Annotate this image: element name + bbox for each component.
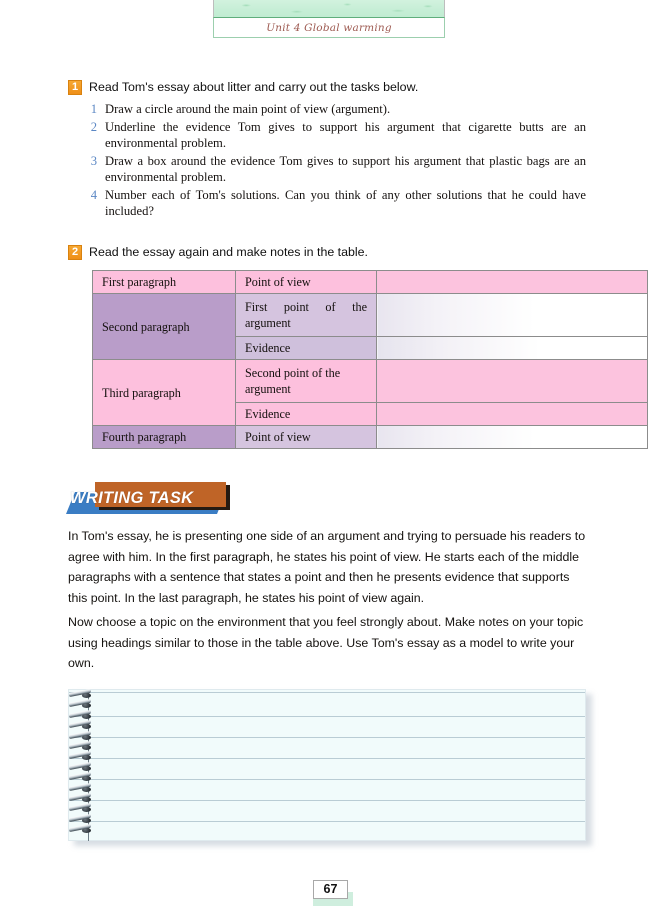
spiral-ring-icon <box>69 743 93 750</box>
table-cell-field: Evidence <box>236 403 377 426</box>
table-cell-field: First point of the argument <box>236 294 377 337</box>
table-cell-paragraph: Third paragraph <box>93 360 236 426</box>
header-decoration-grass <box>213 0 445 18</box>
writing-task-paragraph-1: In Tom's essay, he is presenting one side of an argument and trying to persuade his readers to agree with him. In the first paragraph, he states his point of view. He starts each of the middle paragraphs with a sentence that states a point and then he presents evidence that supports this point. In the last paragraph, he states his point of view again. <box>68 529 586 605</box>
spiral-ring-icon <box>69 712 93 719</box>
spiral-ring-icon <box>69 764 93 771</box>
list-item-number: 2 <box>90 119 97 134</box>
page-number: 67 <box>313 880 348 899</box>
spiral-ring-icon <box>69 701 93 708</box>
unit-label: Unit 4 Global warming <box>266 21 392 34</box>
table-cell-field: Evidence <box>236 337 377 360</box>
task-1 <box>68 80 590 221</box>
list-item-number: 4 <box>90 187 97 202</box>
task-1-title: Read Tom's essay about litter and carry out the tasks below. <box>89 80 419 94</box>
table-cell-paragraph: Second paragraph <box>93 294 236 360</box>
writing-task-banner <box>66 482 246 516</box>
list-item-number: 1 <box>90 102 97 116</box>
spiral-ring-icon <box>69 774 93 781</box>
list-item-text: Underline the evidence Tom gives to support his argument that cigarette butts are an environmental problem. <box>105 119 586 150</box>
spiral-ring-icon <box>69 691 93 698</box>
spiral-ring-icon <box>69 805 93 812</box>
table-cell-field: Second point of the argument <box>236 360 377 403</box>
running-header <box>213 0 445 38</box>
spiral-binding-icon <box>69 691 95 841</box>
spiral-ring-icon <box>69 795 93 802</box>
spiral-ring-icon <box>69 722 93 729</box>
notes-table <box>92 270 648 449</box>
table-row <box>93 294 648 337</box>
list-item-number: 3 <box>90 153 97 168</box>
task-1-header <box>68 80 590 95</box>
list-item <box>86 153 586 186</box>
table-row <box>93 426 648 449</box>
table-row <box>93 271 648 294</box>
table-cell-answer[interactable] <box>377 426 648 449</box>
task-2 <box>68 245 590 260</box>
writing-task-paragraph-2: Now choose a topic on the environment that you feel strongly about. Make notes on your topic using headings similar to those in the table above. Use Tom's essay as a model to write your own. <box>68 615 584 670</box>
table-cell-answer[interactable] <box>377 403 648 426</box>
table-cell-field: Point of view <box>236 271 377 294</box>
writing-task-label: WRITING TASK <box>70 489 194 507</box>
task-2-header <box>68 245 590 260</box>
table-row <box>93 360 648 403</box>
table-cell-field: Point of view <box>236 426 377 449</box>
list-item-text: Number each of Tom's solutions. Can you think of any other solutions that he could have included? <box>105 187 586 218</box>
spiral-ring-icon <box>69 733 93 740</box>
list-item <box>86 101 586 118</box>
task-1-instruction-list <box>86 101 586 220</box>
list-item-text: Draw a circle around the main point of view (argument). <box>105 102 391 116</box>
table-cell-answer[interactable] <box>377 337 648 360</box>
task-2-number-badge: 2 <box>68 245 82 260</box>
spiral-ring-icon <box>69 826 93 833</box>
spiral-ring-icon <box>69 753 93 760</box>
notepad-sheet[interactable] <box>68 689 586 841</box>
spiral-ring-icon <box>69 785 93 792</box>
table-cell-answer[interactable] <box>377 294 648 337</box>
task-2-title: Read the essay again and make notes in the table. <box>89 245 368 259</box>
unit-label-box <box>213 17 445 38</box>
list-item <box>86 119 586 152</box>
task-1-number-badge: 1 <box>68 80 82 95</box>
list-item-text: Draw a box around the evidence Tom gives to support his argument that plastic bags are an environmental problem. <box>105 153 586 184</box>
table-cell-paragraph: Fourth paragraph <box>93 426 236 449</box>
notepad-writing-area[interactable] <box>68 689 590 844</box>
spiral-ring-icon <box>69 816 93 823</box>
list-item <box>86 187 586 220</box>
table-cell-paragraph: First paragraph <box>93 271 236 294</box>
table-cell-answer[interactable] <box>377 360 648 403</box>
table-cell-answer[interactable] <box>377 271 648 294</box>
